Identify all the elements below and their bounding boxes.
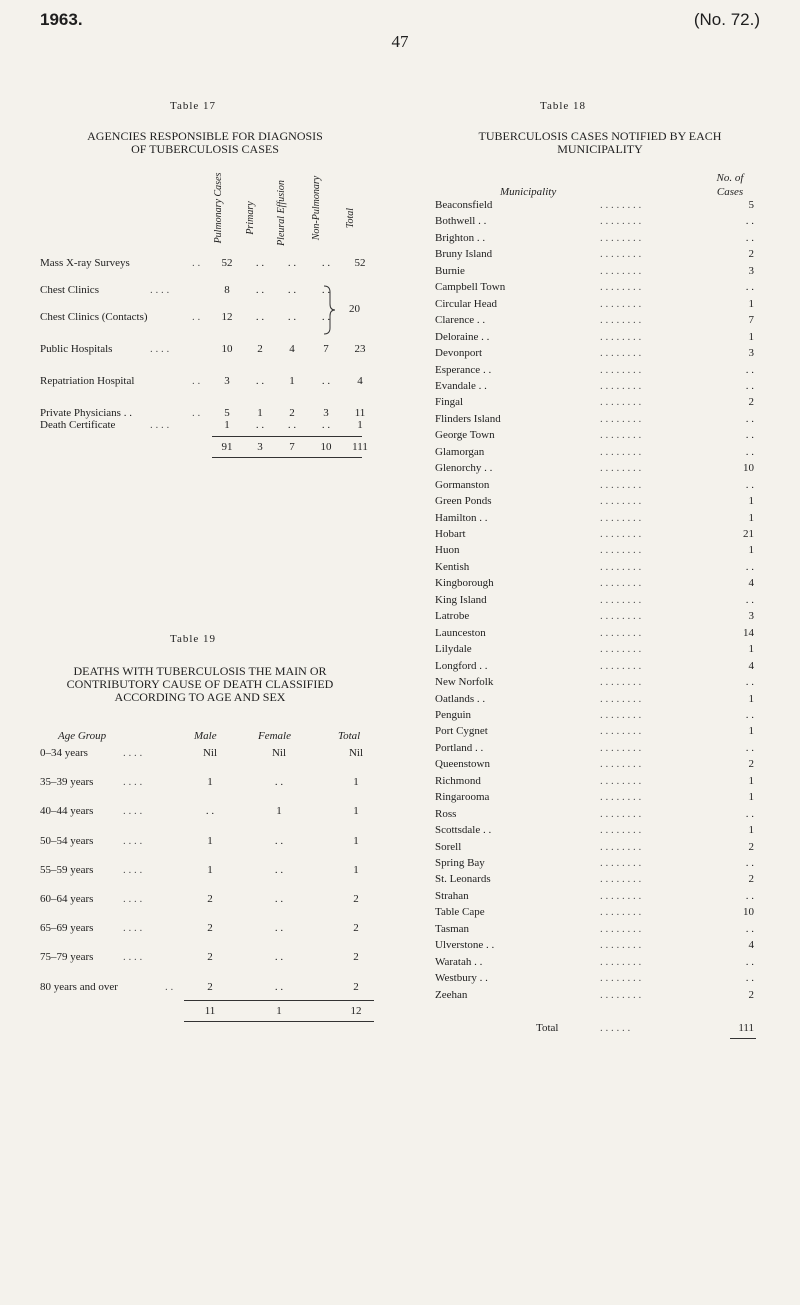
row-leader: . . . . . . . . [600,889,642,902]
bracket-chest-clinics [322,284,336,336]
table-19-title-line: DEATHS WITH TUBERCULOSIS THE MAIN OR [73,664,327,678]
table-19-total-rule [184,1000,374,1001]
row-leader: . . . . . . . . [600,379,642,392]
list-item-municipality: Longford . . [435,659,488,672]
table-cell: . . [205,805,215,818]
table-cell: 2 [353,893,359,905]
list-item-municipality: Kingborough [435,577,494,590]
row-leader: . . . . [123,863,143,876]
total-cell: 1 [276,1005,282,1017]
list-item-cases: . . [745,972,754,985]
table-cell: 2 [353,980,359,993]
row-leader: . . . . . . . . [600,314,642,327]
list-item-municipality: Glamorgan [435,445,485,458]
table-cell: 1 [353,776,359,789]
list-item-municipality: King Island [435,593,487,606]
row-leader: . . . . . . . . [600,626,642,639]
table-cell: 2 [353,922,359,935]
table-17-title-line: OF TUBERCULOSIS CASES [131,142,279,156]
list-item-municipality: Campbell Town [435,281,506,294]
table-cell: Nil [271,747,287,759]
table-cell: 52 [354,257,366,269]
table-cell: 2 [289,407,295,419]
list-item-cases: . . [745,593,754,606]
row-leader: . . . . . . . . [600,544,642,557]
list-item-municipality: Fingal [435,396,464,409]
row-leader: . . . . . . . . [600,215,642,228]
table-row-label: Chest Clinics [40,284,99,296]
list-item-municipality: Devonport [435,347,483,360]
table-17-title [40,130,370,156]
list-item-cases: . . [745,922,754,935]
table-19-label: Table 19 [170,633,217,645]
list-item-municipality: George Town [435,429,495,442]
table-cell: . . [287,284,297,296]
total-value: 111 [738,1022,754,1034]
row-leader: . . . . . . . . [600,363,642,376]
table-row-label: Private Physicians . . [40,407,132,419]
list-item-cases: . . [745,955,754,968]
column-header-pleural-effusion: Pleural Effusion [276,180,287,246]
table-cell: . . [321,311,331,323]
total-cell: 91 [221,441,233,453]
table-cell: 2 [257,343,263,355]
row-leader: . . . . . . . . [600,807,642,820]
list-item-cases: 1 [748,495,754,508]
list-item-cases: 1 [748,774,754,787]
list-item-municipality: Flinders Island [435,412,501,425]
list-item-cases: . . [745,412,754,425]
list-item-cases: . . [745,478,754,491]
list-item-cases: 1 [748,791,754,804]
column-header-primary: Primary [245,201,256,235]
table-cell: 2 [207,893,213,905]
table-row-label: Death Certificate [40,419,116,431]
total-leader: . . . . . . [600,1022,631,1034]
total-cell: 111 [352,441,368,453]
table-17-bottom-rule [212,457,362,458]
row-leader: . . . . [123,747,143,759]
table-17-title-line: AGENCIES RESPONSIBLE FOR DIAGNOSIS [87,129,323,143]
table-17-label: Table 17 [170,100,217,112]
row-leader: . . [192,257,201,269]
list-item-municipality: Evandale . . [435,379,487,392]
row-leader: . . . . [123,893,143,905]
table-cell: 12 [221,311,233,323]
table-row-label: Repatriation Hospital [40,375,135,387]
list-item-municipality: Beaconsfield [435,199,493,211]
row-leader: . . . . . . . . [600,462,642,475]
table-cell: . . [321,257,331,269]
list-item-cases: 10 [743,906,754,919]
row-leader: . . . . . . . . [600,412,642,425]
table-18-title [415,130,785,156]
table-cell: 4 [289,343,295,355]
table-cell: 1 [353,834,359,847]
table-cell: 1 [207,863,213,876]
list-item-municipality: Ulverstone . . [435,939,495,952]
table-cell: 1 [276,805,282,818]
table-cell: . . [255,419,265,431]
table-cell: 52 [221,257,233,269]
list-item-cases: . . [745,676,754,689]
row-leader: . . . . . . . . [600,939,642,952]
table-cell: Nil [348,747,364,759]
table-cell: . . [255,311,265,323]
table-cell: . . [274,776,284,789]
table-18-total-rule [730,1038,756,1039]
list-item-cases: 2 [748,988,754,1001]
table-cell: 3 [224,375,230,387]
table-cell: . . [321,284,331,296]
row-leader: . . . . [123,776,143,789]
row-leader: . . . . . . . . [600,281,642,294]
row-leader: . . . . [150,284,170,296]
list-item-municipality: Waratah . . [435,955,483,968]
row-leader: . . . . . . . . [600,791,642,804]
row-leader: . . . . . . . . [600,495,642,508]
column-header-male: Male [194,730,217,742]
document-number: (No. 72.) [693,10,760,29]
list-item-cases: . . [745,560,754,573]
table-row-label: Public Hospitals [40,343,113,355]
list-item-cases: 1 [748,824,754,837]
list-item-municipality: Kentish [435,560,470,573]
list-item-municipality: Huon [435,544,460,557]
list-item-municipality: Penguin [435,708,472,721]
list-item-cases: . . [745,231,754,244]
list-item-cases: 3 [748,347,754,360]
table-row-label: 60–64 years [40,893,94,905]
table-cell: 23 [354,343,366,355]
row-leader: . . . . . . . . [600,708,642,721]
list-item-cases: 1 [748,330,754,343]
list-item-municipality: Westbury . . [435,972,488,985]
list-item-cases: . . [745,379,754,392]
column-header-no-of-cases [700,171,760,199]
list-item-municipality: Hobart [435,528,466,540]
row-leader: . . . . . . . . [600,347,642,360]
row-leader: . . . . . . . . [600,922,642,935]
table-cell: . . [274,951,284,964]
row-leader: . . . . . . . . [600,955,642,968]
list-item-cases: . . [745,807,754,820]
list-item-cases: 5 [748,199,754,211]
table-row-label: Mass X-ray Surveys [40,257,130,269]
table-cell: . . [287,311,297,323]
column-header-age-group: Age Group [58,730,107,742]
table-cell: . . [274,922,284,935]
list-item-cases: . . [745,445,754,458]
table-row-label: 65–69 years [40,922,94,935]
list-item-cases: . . [745,741,754,754]
total-cell: 7 [289,441,295,453]
table-cell: 1 [289,375,295,387]
list-item-municipality: Ringarooma [435,791,490,804]
list-item-municipality: Port Cygnet [435,725,488,738]
row-leader: . . . . . . . . [600,248,642,261]
row-leader: . . . . . . . . [600,396,642,409]
total-label: Total [536,1022,559,1034]
table-row-label: 55–59 years [40,863,94,876]
list-item-municipality: Gormanston [435,478,490,491]
row-leader: . . . . . . . . [600,560,642,573]
list-item-municipality: Latrobe [435,610,470,623]
list-item-municipality: Tasman [435,922,470,935]
table-18-title-line: TUBERCULOSIS CASES NOTIFIED BY EACH [478,129,722,143]
table-18-label: Table 18 [540,100,587,112]
list-item-cases: . . [745,215,754,228]
row-leader: . . . . . . . . [600,478,642,491]
total-cell: 12 [350,1005,362,1017]
list-item-municipality: Circular Head [435,297,497,310]
list-item-cases: 4 [748,577,754,590]
table-cell: 5 [224,407,230,419]
table-cell: . . [255,284,265,296]
list-item-municipality: Zeehan [435,988,468,1001]
list-item-cases: 1 [748,297,754,310]
row-leader: . . . . . . . . [600,511,642,524]
table-cell: 1 [353,863,359,876]
column-header-total: Total [345,207,356,229]
list-item-municipality: Strahan [435,889,469,902]
column-header-non-pulmonary: Non-Pulmonary [311,175,322,241]
list-item-cases: 1 [748,725,754,738]
table-row-label: 50–54 years [40,834,94,847]
list-item-municipality: Portland . . [435,741,484,754]
list-item-cases: 1 [748,511,754,524]
list-item-municipality: Oatlands . . [435,692,486,705]
total-cell: 10 [320,441,332,453]
table-cell: . . [287,257,297,269]
list-item-municipality: Deloraine . . [435,330,490,343]
table-cell: 1 [353,805,359,818]
row-leader: . . . . . . . . [600,758,642,771]
table-cell: 2 [207,980,213,993]
list-item-municipality: Hamilton . . [435,511,488,524]
list-item-cases: 4 [748,939,754,952]
table-row-label: Chest Clinics (Contacts) [40,311,148,323]
row-leader: . . . . . . . . [600,264,642,277]
list-item-cases: 2 [748,873,754,886]
table-19-title-line: CONTRIBUTORY CAUSE OF DEATH CLASSIFIED [66,677,334,691]
row-leader: . . . . . . . . [600,741,642,754]
list-item-municipality: New Norfolk [435,676,494,689]
row-leader: . . [192,407,201,419]
row-leader: . . . . . . . . [600,528,642,540]
list-item-cases: . . [745,363,754,376]
table-cell: . . [321,375,331,387]
row-leader: . . [192,375,201,387]
table-cell: 2 [207,922,213,935]
row-leader: . . . . . . . . [600,774,642,787]
table-19-title-line: ACCORDING TO AGE AND SEX [114,690,286,704]
list-item-cases: 2 [748,758,754,771]
table-18-title-line: MUNICIPALITY [557,142,643,156]
list-item-municipality: Brighton . . [435,231,486,244]
page-number: 47 [391,32,409,51]
row-leader: . . . . . . . . [600,199,642,211]
list-item-cases: . . [745,857,754,869]
row-leader: . . . . . . . . [600,840,642,853]
chest-clinics-total: 20 [349,303,360,315]
row-leader: . . . . . . . . [600,906,642,919]
row-leader: . . . . . . . . [600,577,642,590]
table-cell: 7 [323,343,329,355]
list-item-municipality: Sorell [435,840,462,853]
column-header-line: Cases [716,186,744,198]
row-leader: . . . . [150,343,170,355]
column-header-pulmonary: Pulmonary Cases [213,172,224,244]
table-cell: 2 [353,951,359,964]
row-leader: . . . . . . . . [600,972,642,985]
list-item-municipality: Richmond [435,774,481,787]
row-leader: . . . . . . . . [600,330,642,343]
list-item-municipality: Clarence . . [435,314,486,327]
row-leader: . . . . . . . . [600,610,642,623]
column-header-line: No. of [716,172,744,184]
table-cell: 3 [323,407,329,419]
row-leader: . . . . . . . . [600,824,642,837]
table-cell: 1 [207,776,213,789]
list-item-municipality: Lilydale [435,643,472,656]
table-row-label: 75–79 years [40,951,94,964]
table-cell: . . [274,980,284,993]
table-cell: 4 [357,375,363,387]
list-item-cases: . . [745,889,754,902]
list-item-municipality: Table Cape [435,906,485,919]
row-leader: . . [165,980,174,993]
list-item-municipality: Esperance . . [435,363,492,376]
list-item-cases: 4 [748,659,754,672]
list-item-municipality: Spring Bay [435,857,485,869]
row-leader: . . . . . . . . [600,659,642,672]
list-item-municipality: Launceston [435,626,486,639]
column-header-municipality: Municipality [500,186,557,198]
list-item-municipality: Ross [435,807,457,820]
list-item-cases: 3 [748,610,754,623]
row-leader: . . . . . . . . [600,676,642,689]
list-item-municipality: Queenstown [435,758,490,771]
row-leader: . . . . . . . . [600,857,642,869]
column-header-total: Total [338,730,361,742]
total-cell: 11 [204,1005,216,1017]
row-leader: . . . . [123,834,143,847]
row-leader: . . . . [123,805,143,818]
table-row-label: 35–39 years [40,776,94,789]
table-cell: . . [274,834,284,847]
row-leader: . . . . [123,922,143,935]
list-item-municipality: Burnie [435,264,465,277]
list-item-cases: 21 [743,528,754,540]
list-item-cases: 10 [743,462,754,475]
column-header-female: Female [258,730,291,742]
list-item-cases: 2 [748,840,754,853]
table-17-total-rule [212,436,362,437]
row-leader: . . . . . . . . [600,429,642,442]
list-item-cases: 1 [748,643,754,656]
table-cell: 11 [354,407,366,419]
table-row-label: 40–44 years [40,805,94,818]
list-item-municipality: Green Ponds [435,495,492,508]
table-cell: Nil [202,747,218,759]
total-cell: 3 [257,441,263,453]
table-cell: 2 [207,951,213,964]
table-row-label: 80 years and over [40,980,118,993]
table-cell: . . [321,419,331,431]
table-row-label: 0–34 years [40,747,88,759]
row-leader: . . . . [150,419,170,431]
list-item-cases: 2 [748,248,754,261]
row-leader: . . . . [123,951,143,964]
page-year: 1963. [40,10,83,29]
table-cell: 1 [224,419,230,431]
row-leader: . . . . . . . . [600,725,642,738]
table-cell: . . [274,863,284,876]
row-leader: . . . . . . . . [600,873,642,886]
list-item-cases: 1 [748,692,754,705]
list-item-cases: . . [745,281,754,294]
table-cell: . . [287,419,297,431]
row-leader: . . . . . . . . [600,593,642,606]
table-cell: 8 [224,284,230,296]
table-cell: 1 [357,419,363,431]
list-item-cases: 14 [743,626,754,639]
row-leader: . . . . . . . . [600,643,642,656]
table-19-bottom-rule [184,1021,374,1022]
list-item-cases: . . [745,708,754,721]
table-cell: 1 [257,407,263,419]
list-item-cases: 7 [748,314,754,327]
list-item-municipality: St. Leonards [435,873,491,886]
row-leader: . . . . . . . . [600,692,642,705]
list-item-cases: . . [745,429,754,442]
table-cell: 10 [221,343,233,355]
row-leader: . . . . . . . . [600,231,642,244]
table-cell: . . [255,257,265,269]
row-leader: . . . . . . . . [600,988,642,1001]
list-item-municipality: Scottsdale . . [435,824,492,837]
list-item-municipality: Bothwell . . [435,215,487,228]
row-leader: . . . . . . . . [600,297,642,310]
list-item-cases: 1 [748,544,754,557]
list-item-cases: 3 [748,264,754,277]
table-19-title [20,665,380,704]
table-cell: . . [255,375,265,387]
list-item-municipality: Glenorchy . . [435,462,493,475]
table-cell: 1 [207,834,213,847]
list-item-cases: 2 [748,396,754,409]
list-item-municipality: Bruny Island [435,248,493,261]
row-leader: . . [192,311,201,323]
table-cell: . . [274,893,284,905]
row-leader: . . . . . . . . [600,445,642,458]
